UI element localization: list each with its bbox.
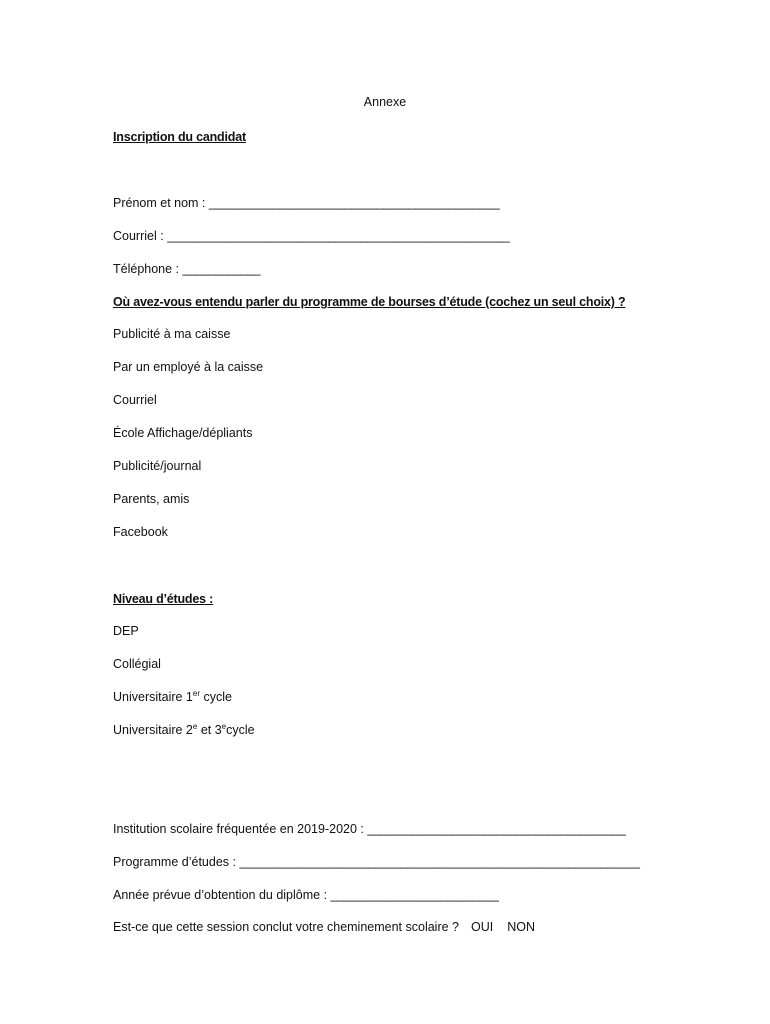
field-phone[interactable] (113, 261, 260, 277)
section-heading-source: Où avez-vous entendu parler du programme de bourses d’étude (cochez un seul choix) ? (113, 295, 626, 309)
option-source[interactable]: Publicité/journal (113, 459, 202, 473)
field-graduation-year[interactable] (113, 887, 498, 903)
option-text: cycle (200, 690, 232, 704)
option-source[interactable]: Par un employé à la caisse (113, 360, 264, 374)
question-session-conclusion (113, 919, 535, 935)
option-level-dep[interactable]: DEP (113, 624, 139, 638)
question-text: Est-ce que cette session conclut votre cheminement scolaire ? (113, 920, 460, 934)
field-label: Téléphone : (113, 262, 180, 276)
option-level-univ-2-3[interactable] (113, 722, 255, 738)
field-full-name[interactable] (113, 195, 499, 211)
blank-line[interactable]: __________________________ (330, 888, 499, 902)
field-label: Année prévue d’obtention du diplôme : (113, 888, 328, 902)
ordinal-superscript: e (221, 722, 227, 731)
option-source[interactable]: Parents, amis (113, 492, 190, 506)
field-institution[interactable] (113, 821, 625, 837)
ordinal-superscript: e (192, 722, 198, 731)
blank-line[interactable]: _____________________________________________ (208, 196, 500, 210)
field-program[interactable] (113, 854, 640, 870)
option-source[interactable]: Facebook (113, 525, 168, 539)
field-email[interactable] (113, 228, 509, 244)
field-label: Programme d’études : (113, 855, 236, 869)
option-level-univ-1[interactable] (113, 689, 232, 705)
option-text: Universitaire 2 (113, 723, 193, 737)
page-title: Annexe (363, 95, 407, 109)
option-no[interactable]: NON (507, 920, 536, 934)
ordinal-superscript: er (192, 689, 201, 698)
field-label: Prénom et nom : (113, 196, 206, 210)
option-level-college[interactable]: Collégial (113, 657, 161, 671)
option-text: cycle (226, 723, 255, 737)
blank-line[interactable]: ________________________________________ (367, 822, 626, 836)
option-source[interactable]: Publicité à ma caisse (113, 327, 231, 341)
section-heading-level: Niveau d’études : (113, 592, 214, 606)
blank-line[interactable]: _____________________________________________________ (167, 229, 510, 243)
option-yes[interactable]: OUI (471, 920, 494, 934)
option-text: et 3 (197, 723, 222, 737)
field-label: Institution scolaire fréquentée en 2019-2020 : (113, 822, 364, 836)
section-heading-candidate: Inscription du candidat (113, 130, 246, 144)
blank-line[interactable]: ____________ (182, 262, 260, 276)
blank-line[interactable]: ______________________________________________________________ (239, 855, 640, 869)
option-source[interactable]: École Affichage/dépliants (113, 426, 253, 440)
field-label: Courriel : (113, 229, 164, 243)
option-text: Universitaire 1 (113, 690, 193, 704)
option-source[interactable]: Courriel (113, 393, 157, 407)
